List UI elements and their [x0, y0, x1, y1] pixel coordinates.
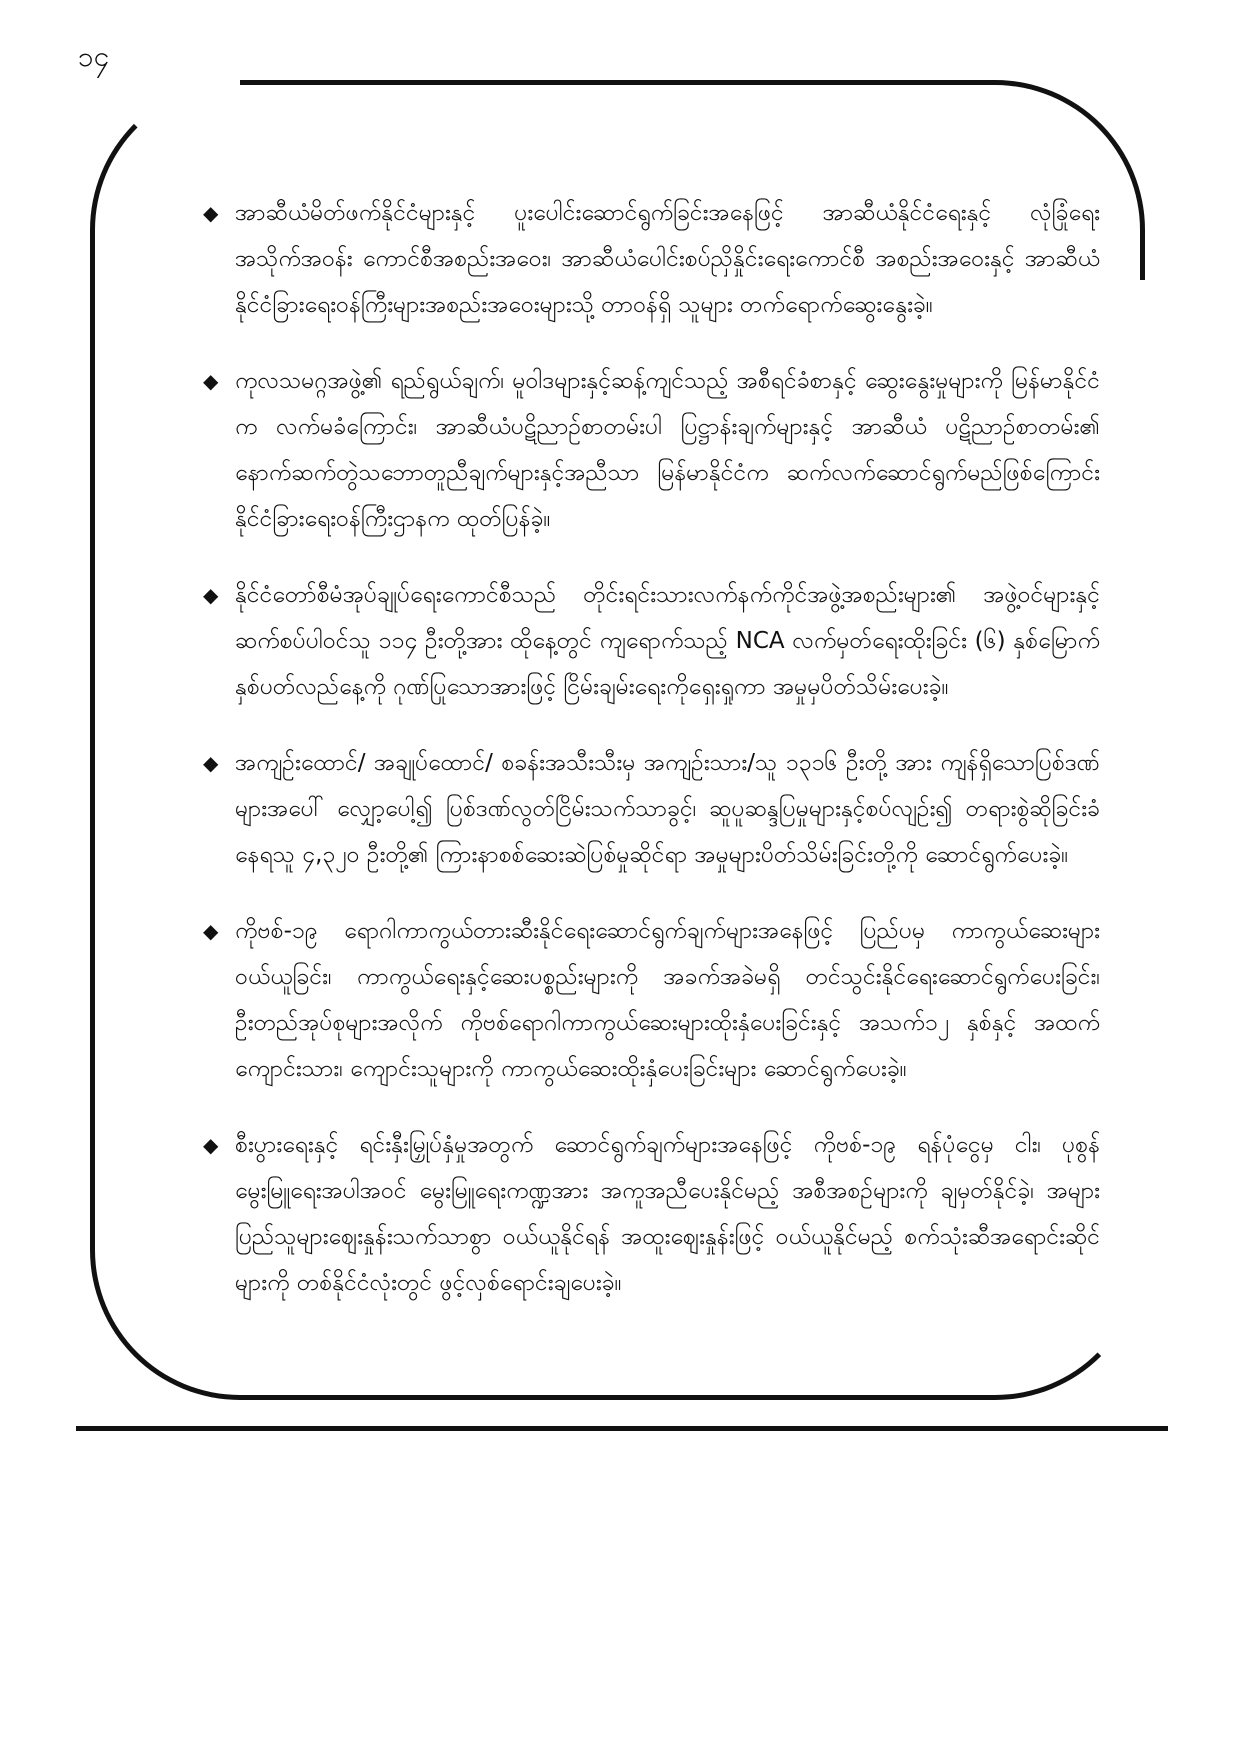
bullet-item-6	[205, 1122, 1100, 1306]
bullet-list	[205, 190, 1100, 1336]
bullet-item-4	[205, 740, 1100, 878]
diamond-bullet-icon: ◆	[203, 919, 219, 943]
bullet-item-5	[205, 908, 1100, 1092]
diamond-bullet-icon: ◆	[203, 201, 219, 225]
bullet-item-3	[205, 572, 1100, 710]
bullet-text: ကိုဗစ်-၁၉ ရောဂါကာကွယ်တားဆီးနိုင်ရေးဆောင်ရွက်ချက်များအနေဖြင့် ပြည်ပမှ ကာကွယ်ဆေးများဝယ်ယူခြင်း၊ ကာကွယ်ရေးနှင့်ဆေးပစ္စည်းများကို အခက်အခဲမရှိ တင်သွင်းနိုင်ရေးဆောင်ရွက်ပေးခြင်း၊ ဦးတည်အုပ်စုများအလိုက် ကိုဗစ်ရောဂါကာကွယ်ဆေးများထိုးနှံပေးခြင်းနှင့် အသက်၁၂ နှစ်နှင့် အထက် ကျောင်းသား၊ ကျောင်းသူများကို ကာကွယ်ဆေးထိုးနှံပေးခြင်းများ ဆောင်ရွက်ပေးခဲ့။	[235, 918, 1100, 1082]
diamond-bullet-icon: ◆	[203, 1133, 219, 1157]
diamond-bullet-icon: ◆	[203, 583, 219, 607]
bullet-text: နိုင်ငံတော်စီမံအုပ်ချုပ်ရေးကောင်စီသည် တိုင်းရင်းသားလက်နက်ကိုင်အဖွဲ့အစည်းများ၏ အဖွဲ့ဝင်များနှင့် ဆက်စပ်ပါဝင်သူ ၁၁၄ ဦးတို့အား ထိုနေ့တွင် ကျရောက်သည့် NCA လက်မှတ်ရေးထိုးခြင်း (၆) နှစ်မြောက် နှစ်ပတ်လည်နေ့ကို ဂုဏ်ပြုသောအားဖြင့် ငြိမ်းချမ်းရေးကိုရှေးရှုကာ အမှုမှပိတ်သိမ်းပေးခဲ့။	[235, 582, 1100, 700]
bullet-item-1	[205, 190, 1100, 328]
bullet-text: ကုလသမဂ္ဂအဖွဲ့၏ ရည်ရွယ်ချက်၊ မူဝါဒများနှင့်ဆန့်ကျင်သည့် အစီရင်ခံစာနှင့် ဆွေးနွေးမှုများကို မြန်မာနိုင်ငံက လက်မခံကြောင်း၊ အာဆီယံပဋိညာဉ်စာတမ်းပါ ပြဋ္ဌာန်းချက်များနှင့် အာဆီယံ ပဋိညာဉ်စာတမ်း၏ နောက်ဆက်တွဲသဘောတူညီချက်များနှင့်အညီသာ မြန်မာနိုင်ငံက ဆက်လက်ဆောင်ရွက်မည်ဖြစ်ကြောင်း နိုင်ငံခြားရေးဝန်ကြီးဌာနက ထုတ်ပြန်ခဲ့။	[235, 368, 1100, 532]
diamond-bullet-icon: ◆	[203, 751, 219, 775]
bullet-text: အကျဉ်းထောင်/ အချုပ်ထောင်/ စခန်းအသီးသီးမှ အကျဉ်းသား/သူ ၁၃၁၆ ဦးတို့ အား ကျန်ရှိသောပြစ်ဒဏ်များအပေါ် လျှော့ပေါ့၍ ပြစ်ဒဏ်လွတ်ငြိမ်းသက်သာခွင့်၊ ဆူပူဆန္ဒပြမှုများနှင့်စပ်လျဉ်း၍ တရားစွဲဆိုခြင်းခံနေရသူ ၄,၃၂၀ ဦးတို့၏ ကြားနာစစ်ဆေးဆဲပြစ်မှုဆိုင်ရာ အမှုများပိတ်သိမ်းခြင်းတို့ကို ဆောင်ရွက်ပေးခဲ့။	[235, 750, 1100, 868]
bullet-text: စီးပွားရေးနှင့် ရင်းနှီးမြှုပ်နှံမှုအတွက် ဆောင်ရွက်ချက်များအနေဖြင့် ကိုဗစ်-၁၉ ရန်ပုံငွေမှ ငါး၊ ပုစွန်မွေးမြူရေးအပါအဝင် မွေးမြူရေးကဏ္ဍအား အကူအညီပေးနိုင်မည့် အစီအစဉ်များကို ချမှတ်နိုင်ခဲ့၊ အများပြည်သူများဈေးနှုန်းသက်သာစွာ ဝယ်ယူနိုင်ရန် အထူးဈေးနှုန်းဖြင့် ဝယ်ယူနိုင်မည့် စက်သုံးဆီအရောင်းဆိုင်များကို တစ်နိုင်ငံလုံးတွင် ဖွင့်လှစ်ရောင်းချပေးခဲ့။	[235, 1132, 1100, 1296]
bullet-item-2	[205, 358, 1100, 542]
bullet-text: အာဆီယံမိတ်ဖက်နိုင်ငံများနှင့် ပူးပေါင်းဆောင်ရွက်ခြင်းအနေဖြင့် အာဆီယံနိုင်ငံရေးနှင့် လုံခြုံရေးအသိုက်အဝန်း ကောင်စီအစည်းအဝေး၊ အာဆီယံပေါင်းစပ်ညှိနှိုင်းရေးကောင်စီ အစည်းအဝေးနှင့် အာဆီယံနိုင်ငံခြားရေးဝန်ကြီးများအစည်းအဝေးများသို့ တာဝန်ရှိ သူများ တက်ရောက်ဆွေးနွေးခဲ့။	[235, 200, 1100, 318]
page-number: ၁၄	[78, 40, 110, 73]
diamond-bullet-icon: ◆	[203, 369, 219, 393]
bottom-divider	[76, 1426, 1168, 1431]
